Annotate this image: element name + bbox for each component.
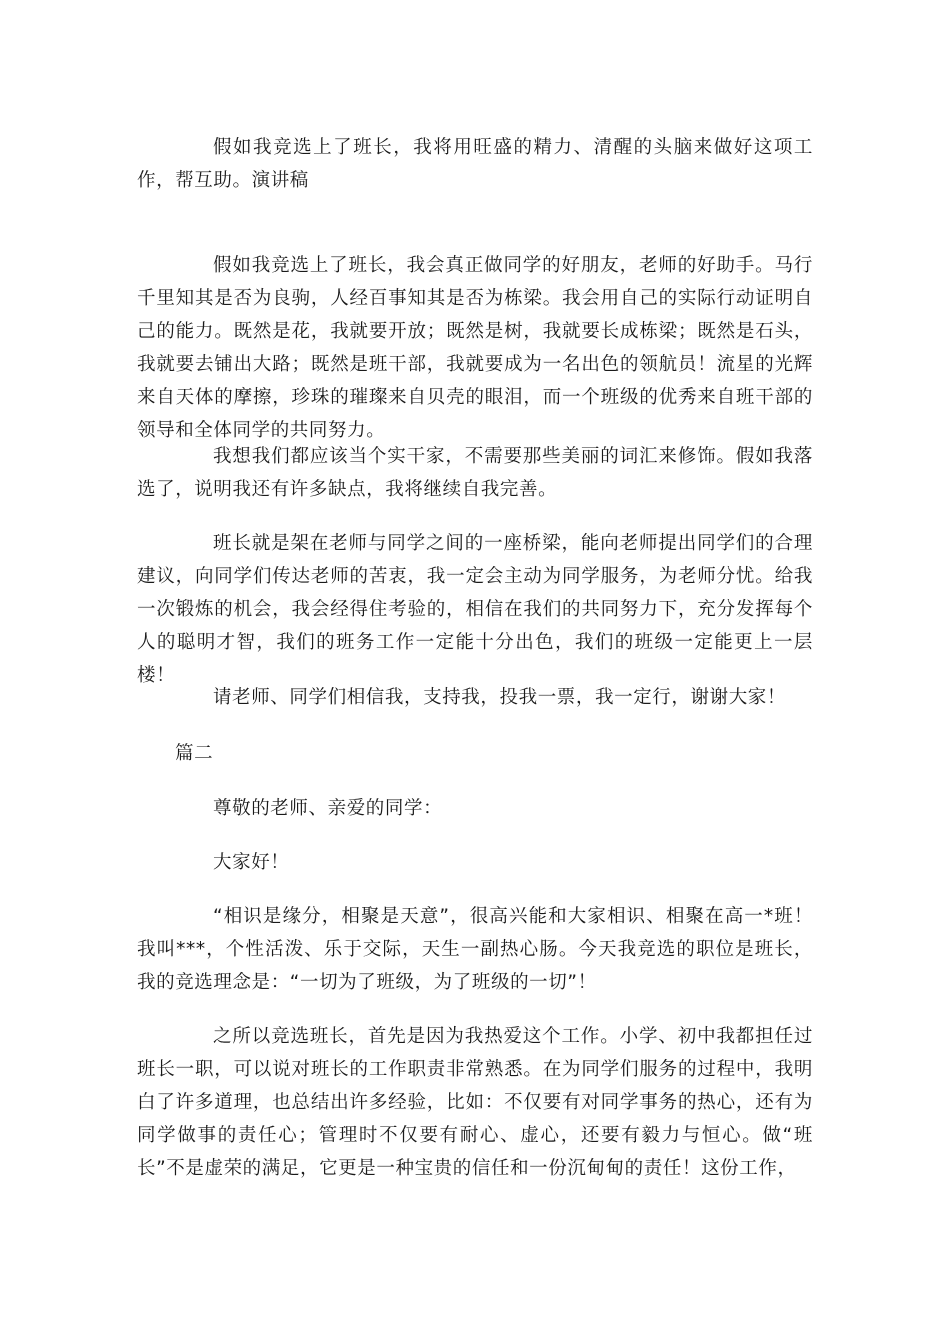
hello-line: 大家好！	[213, 852, 290, 873]
section-heading: 篇二	[175, 743, 214, 764]
paragraph-intro: “相识是缘分，相聚是天意”，很高兴能和大家相识、相聚在高一*班！我叫***，个性活泼、乐于交际，天生一副热心肠。今天我竞选的职位是班长，我的竞选理念是：“一切为了班级，为了班级的一切”！	[137, 906, 813, 993]
paragraph-3: 我想我们都应该当个实干家，不需要那些美丽的词汇来修饰。假如我落选了，说明我还有许多缺点，我将继续自我完善。	[137, 446, 813, 500]
paragraph-5: 请老师、同学们相信我，支持我，投我一票，我一定行，谢谢大家！	[213, 687, 787, 708]
paragraph-reason: 之所以竞选班长，首先是因为我热爱这个工作。小学、初中我都担任过班长一职，可以说对班长的工作职责非常熟悉。在为同学们服务的过程中，我明白了许多道理，也总结出许多经验，比如：不仅要有对同学事务的热心，还有为同学做事的责任心；管理时不仅要有耐心、虚心，还要有毅力与恒心。做“班长”不是虚荣的满足，它更是一种宝贵的信任和一份沉甸甸的责任！这份工作，	[137, 1026, 813, 1179]
greeting-line: 尊敬的老师、亲爱的同学：	[213, 798, 443, 819]
paragraph-4: 班长就是架在老师与同学之间的一座桥梁，能向老师提出同学们的合理建议，向同学们传达老师的苦衷，我一定会主动为同学服务，为老师分忧。给我一次锻炼的机会，我会经得住考验的，相信在我们的共同努力下，充分发挥每个人的聪明才智，我们的班务工作一定能十分出色，我们的班级一定能更上一层楼！	[137, 533, 813, 686]
paragraph-1: 假如我竞选上了班长，我将用旺盛的精力、清醒的头脑来做好这项工作，帮互助。演讲稿	[137, 137, 813, 191]
paragraph-2: 假如我竞选上了班长，我会真正做同学的好朋友，老师的好助手。马行千里知其是否为良驹，人经百事知其是否为栋梁。我会用自己的实际行动证明自己的能力。既然是花，我就要开放；既然是树，我就要长成栋梁；既然是石头，我就要去铺出大路；既然是班干部，我就要成为一名出色的领航员！流星的光辉来自天体的摩擦，珍珠的璀璨来自贝壳的眼泪，而一个班级的优秀来自班干部的领导和全体同学的共同努力。	[137, 255, 813, 441]
